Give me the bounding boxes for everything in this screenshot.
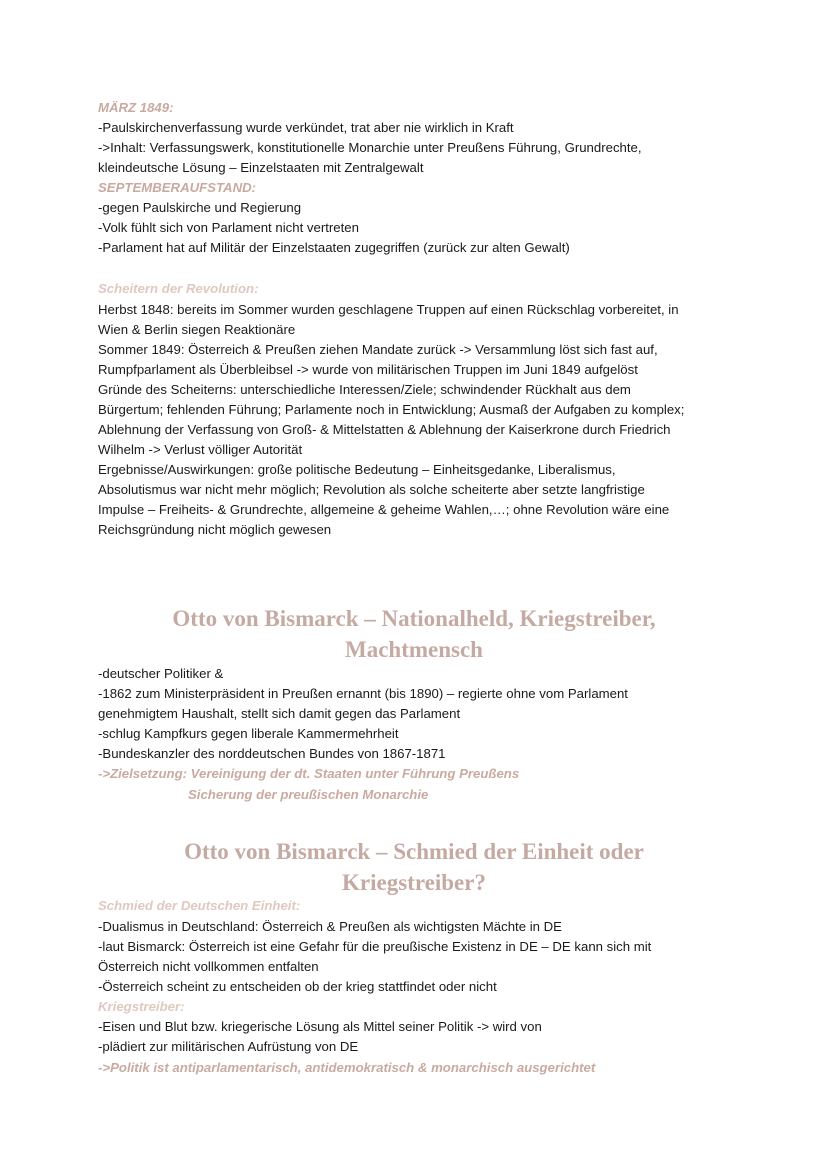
text-line: -plädiert zur militärischen Aufrüstung von DE: [98, 1039, 359, 1054]
text-line: -laut Bismarck: Österreich ist eine Gefahr für die preußische Existenz in DE – DE kann sich mit: [98, 939, 652, 954]
text-line: -Eisen und Blut bzw. kriegerische Lösung als Mittel seiner Politik -> wird von: [98, 1019, 542, 1034]
heading-bismarck-schmied: [98, 836, 730, 898]
conclusion-line: ->Politik ist antiparlamentarisch, antidemokratisch & monarchisch ausgerichtet: [98, 1060, 596, 1075]
text-line: ->Inhalt: Verfassungswerk, konstitutionelle Monarchie unter Preußens Führung, Grundrechte,: [98, 140, 642, 155]
text-line: -deutscher Politiker &: [98, 666, 224, 681]
text-line: -schlug Kampfkurs gegen liberale Kammermehrheit: [98, 726, 399, 741]
section-label-septemberaufstand: SEPTEMBERAUFSTAND:: [98, 180, 257, 195]
heading-line: Otto von Bismarck – Nationalheld, Kriegstreiber,: [172, 606, 656, 631]
text-line: -Parlament hat auf Militär der Einzelstaaten zugegriffen (zurück zur alten Gewalt): [98, 240, 570, 255]
heading-line: Machtmensch: [345, 637, 483, 662]
goal-line: ->Zielsetzung: Vereinigung der dt. Staaten unter Führung Preußens: [98, 766, 520, 781]
text-line: Sommer 1849: Österreich & Preußen ziehen Mandate zurück -> Versammlung löst sich fast auf,: [98, 342, 658, 357]
text-line: Reichsgründung nicht möglich gewesen: [98, 522, 332, 537]
text-line: Bürgertum; fehlenden Führung; Parlamente noch in Entwicklung; Ausmaß der Aufgaben zu komplex;: [98, 402, 685, 417]
text-line: Gründe des Scheiterns: unterschiedliche Interessen/Ziele; schwindender Rückhalt aus dem: [98, 382, 631, 397]
text-line: Absolutismus war nicht mehr möglich; Revolution als solche scheiterte aber setzte langfristige: [98, 482, 645, 497]
text-line: Herbst 1848: bereits im Sommer wurden geschlagene Truppen auf einen Rückschlag vorbereitet, in: [98, 302, 679, 317]
text-line: Rumpfparlament als Überbleibsel -> wurde von militärischen Truppen im Juni 1849 aufgelöst: [98, 362, 638, 377]
text-line: -gegen Paulskirche und Regierung: [98, 200, 302, 215]
text-line: -Dualismus in Deutschland: Österreich & Preußen als wichtigsten Mächte in DE: [98, 919, 562, 934]
text-line: Wilhelm -> Verlust völliger Autorität: [98, 442, 303, 457]
text-line: Österreich nicht vollkommen entfalten: [98, 959, 319, 974]
text-line: kleindeutsche Lösung – Einzelstaaten mit Zentralgewalt: [98, 160, 424, 175]
heading-line: Otto von Bismarck – Schmied der Einheit oder: [184, 839, 644, 864]
section-label-maerz-1849: MÄRZ 1849:: [98, 100, 174, 115]
section-label-kriegstreiber: Kriegstreiber:: [98, 999, 185, 1014]
text-line: -Österreich scheint zu entscheiden ob der krieg stattfindet oder nicht: [98, 979, 497, 994]
text-line: -Volk fühlt sich von Parlament nicht vertreten: [98, 220, 359, 235]
goal-line-indented: Sicherung der preußischen Monarchie: [188, 787, 429, 802]
text-line: Impulse – Freiheits- & Grundrechte, allgemeine & geheime Wahlen,…; ohne Revolution wäre eine: [98, 502, 670, 517]
text-line: Wien & Berlin siegen Reaktionäre: [98, 322, 296, 337]
heading-bismarck-nationalheld: [98, 603, 730, 665]
text-line: -Bundeskanzler des norddeutschen Bundes von 1867-1871: [98, 746, 446, 761]
text-line: Ablehnung der Verfassung von Groß- & Mittelstatten & Ablehnung der Kaiserkrone durch Friedrich: [98, 422, 671, 437]
text-line: genehmigtem Haushalt, stellt sich damit gegen das Parlament: [98, 706, 461, 721]
section-label-schmied: Schmied der Deutschen Einheit:: [98, 898, 301, 913]
text-line: Ergebnisse/Auswirkungen: große politische Bedeutung – Einheitsgedanke, Liberalismus,: [98, 462, 616, 477]
heading-line: Kriegstreiber?: [342, 870, 486, 895]
section-label-scheitern: Scheitern der Revolution:: [98, 281, 259, 296]
text-line: -Paulskirchenverfassung wurde verkündet, trat aber nie wirklich in Kraft: [98, 120, 514, 135]
text-line: -1862 zum Ministerpräsident in Preußen ernannt (bis 1890) – regierte ohne vom Parlament: [98, 686, 628, 701]
